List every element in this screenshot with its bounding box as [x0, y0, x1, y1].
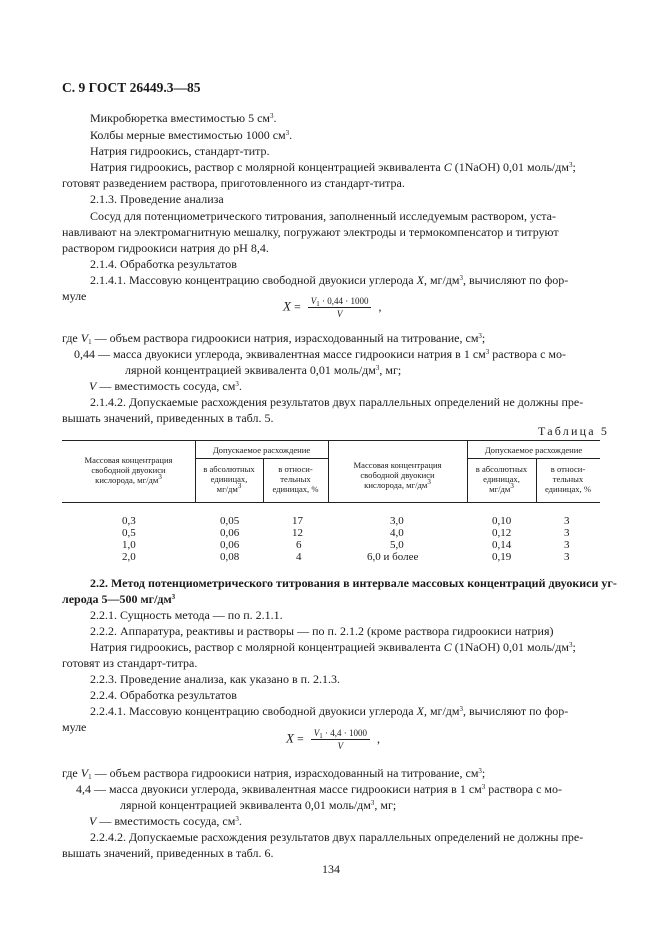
cell-conc: 2,0 — [122, 551, 136, 563]
cell-abs: 0,14 — [492, 539, 512, 551]
cell-rel: 6 — [296, 539, 302, 551]
paragraph-line: Сосуд для потенциометрического титрования, заполненный исследуемым раствором, уста- — [90, 209, 556, 223]
reagent-line-titr: Натрия гидроокись, стандарт-титр. — [90, 144, 270, 158]
paragraph-line: 2.2.2. Аппаратура, реактивы и растворы — по п. 2.1.2 (кроме раствора гидроокиси натрия) — [90, 624, 554, 638]
cell-abs: 0,06 — [220, 539, 240, 551]
paragraph-line: 2.2.1. Сущность метода — по п. 2.1.1. — [90, 608, 283, 622]
formula-2: X = $\frac{V_1 \cdot 4,4 \cdot 1000}{V}$ , — [286, 728, 380, 751]
cell-rel: 3 — [564, 527, 570, 539]
equipment-line-microburette: Микробюретка вместимостью 5 $см^3$. — [90, 111, 277, 125]
section-heading-2-1-3: 2.1.3. Проведение анализа — [90, 192, 224, 206]
table-caption: Таблица 5 — [538, 424, 610, 438]
paragraph-line: навливают на электромагнитную мешалку, погружают электроды и термокомпенсатор и титруют — [62, 225, 559, 239]
cell-abs: 0,05 — [220, 515, 240, 527]
reagent-line-prep: готовят разведением раствора, приготовленного из стандарт-титра. — [62, 176, 405, 190]
section-heading-2-2-cont: лерода 5—500 $мг/дм^3$ — [62, 592, 176, 606]
cell-conc: 6,0 и более — [367, 551, 419, 563]
cell-rel: 4 — [296, 551, 302, 563]
header-allowed-deviation: Допускаемое расхождение — [212, 445, 311, 455]
paragraph-line: раствором гидроокиси натрия до pH 8,4. — [62, 241, 269, 255]
equipment-line-flasks: Колбы мерные вместимостью 1000 $см^3$. — [90, 128, 293, 142]
legend-line: где $V_1$ — объем раствора гидроокиси натрия, израсходованный на титрование, $см^3$; — [62, 331, 486, 346]
cell-conc: 1,0 — [122, 539, 136, 551]
header-concentration: Массовая концентрация свободной двуокиси кислорода, $мг/дм^3$ — [353, 460, 442, 490]
cell-abs: 0,19 — [492, 551, 512, 563]
cell-conc: 3,0 — [390, 515, 404, 527]
page-header: С. 9 ГОСТ 26449.3—85 — [62, 80, 201, 95]
cell-conc: 0,5 — [122, 527, 136, 539]
paragraph-line: вышать значений, приведенных в табл. 6. — [62, 846, 274, 860]
page-number: 134 — [322, 862, 340, 876]
paragraph-line: 2.2.3. Проведение анализа, как указано в п. 2.1.3. — [90, 672, 341, 686]
legend-line: где $V_1$ — объем раствора гидроокиси натрия, израсходованный на титрование, $см^3$; — [62, 766, 486, 781]
legend-line: лярной концентрацией эквивалента 0,01 моль/$дм^3$, мг; — [125, 363, 402, 377]
legend-line: V — вместимость сосуда, $см^3$. — [89, 379, 242, 393]
cell-abs: 0,10 — [492, 515, 512, 527]
header-concentration: Массовая концентрация свободной двуокиси кислорода, $мг/дм^3$ — [84, 455, 173, 485]
legend-line: 0,44 — масса двуокиси углерода, эквивалентная массе гидроокиси натрия в 1 $см^3$ раствора с мо- — [74, 347, 566, 361]
section-heading-2-1-4: 2.1.4. Обработка результатов — [90, 257, 237, 271]
paragraph-line: Натрия гидроокись, раствор с молярной концентрацией эквивалента C (1NaOH) 0,01 моль/$дм^3$; — [90, 640, 576, 654]
cell-rel: 3 — [564, 515, 570, 527]
table-rule-sub — [195, 458, 328, 459]
header-allowed-deviation: Допускаемое расхождение — [484, 445, 583, 455]
cell-rel: 12 — [292, 527, 303, 539]
cell-conc: 5,0 — [390, 539, 404, 551]
legend-line: V — вместимость сосуда, $см^3$. — [89, 814, 242, 828]
cell-conc: 0,3 — [122, 515, 136, 527]
paragraph-line: готовят из стандарт-титра. — [62, 656, 198, 670]
paragraph-line: муле — [62, 720, 87, 734]
paragraph-line: 2.1.4.1. Массовую концентрацию свободной двуокиси углерода X, $мг/дм^3$, вычисляют по фор- — [90, 273, 569, 287]
formula-1: X = $\frac{V_1 \cdot 0,44 \cdot 1000}{V}$ , — [283, 296, 382, 319]
reagent-line-solution: Натрия гидроокись, раствор с молярной концентрацией эквивалента C (1NaOH) 0,01 моль/$дм^3$; — [90, 160, 576, 174]
paragraph-line: 2.2.4.1. Массовую концентрацию свободной двуокиси углерода X, $мг/дм^3$, вычисляют по фор- — [90, 704, 569, 718]
header-absolute: в абсолютных единицах, $мг/дм^3$ — [475, 464, 528, 494]
header-relative: в относи- тельных единицах, % — [544, 464, 592, 494]
paragraph-line: 2.2.4.2. Допускаемые расхождения результатов двух параллельных определений не должны пре- — [90, 830, 584, 844]
header-absolute: в абсолютных единицах, $мг/дм^3$ — [203, 464, 255, 494]
header-relative: в относи- тельных единицах, % — [272, 464, 319, 494]
cell-abs: 0,06 — [220, 527, 240, 539]
legend-line: лярной концентрацией эквивалента 0,01 моль/$дм^3$, мг; — [120, 798, 397, 812]
table-rule-top — [62, 440, 600, 441]
section-heading-2-2: 2.2. Метод потенциометрического титрования в интервале массовых концентраций двуокиси уг- — [90, 576, 617, 590]
cell-rel: 3 — [564, 551, 570, 563]
paragraph-line: вышать значений, приведенных в табл. 5. — [62, 411, 274, 425]
table-rule-header — [62, 502, 600, 503]
section-heading-2-2-4: 2.2.4. Обработка результатов — [90, 688, 237, 702]
cell-conc: 4,0 — [390, 527, 404, 539]
paragraph-line: муле — [62, 289, 87, 303]
cell-abs: 0,12 — [492, 527, 512, 539]
cell-rel: 3 — [564, 539, 570, 551]
paragraph-line: 2.1.4.2. Допускаемые расхождения результатов двух параллельных определений не должны пре- — [90, 395, 584, 409]
table-rule-sub — [467, 458, 600, 459]
cell-rel: 17 — [292, 515, 303, 527]
cell-abs: 0,08 — [220, 551, 240, 563]
legend-line: 4,4 — масса двуокиси углерода, эквивалентная массе гидроокиси натрия в 1 $см^3$ раствора с мо- — [76, 782, 562, 796]
